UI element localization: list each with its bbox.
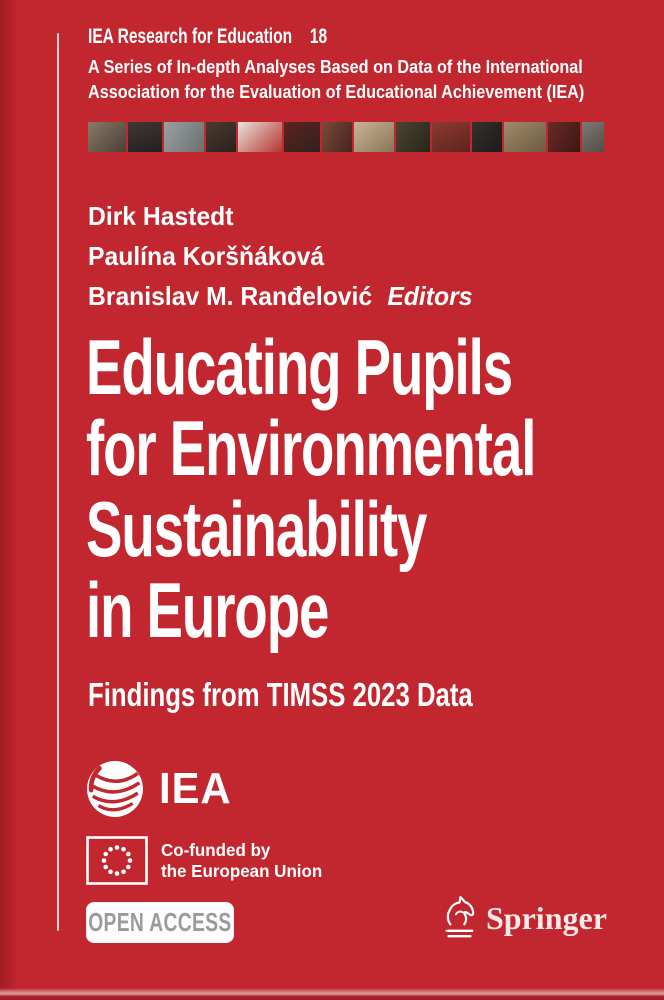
photo-tile <box>504 122 546 152</box>
photo-tile <box>548 122 580 152</box>
book-title-line: in Europe <box>86 566 329 654</box>
photo-tile <box>354 122 394 152</box>
book-title-line: for Environmental <box>86 404 536 492</box>
photo-tile <box>396 122 430 152</box>
chess-knight-icon <box>444 894 475 942</box>
series-title: IEA Research for Education <box>88 25 293 48</box>
editors-block <box>88 196 493 316</box>
editor-name-with-role <box>88 276 472 316</box>
spine-divider-line <box>57 33 59 931</box>
photo-tile <box>582 122 604 152</box>
photo-tile <box>322 122 352 152</box>
photo-tile <box>128 122 162 152</box>
photo-tile <box>88 122 126 152</box>
eu-funding-text: Co-funded by the European Union <box>161 840 323 881</box>
book-title-line: Sustainability <box>86 485 427 573</box>
open-access-label: OPEN ACCESS <box>88 907 232 937</box>
photo-tile <box>238 122 282 152</box>
eu-funding-logo <box>86 836 327 885</box>
globe-icon <box>86 760 144 818</box>
series-description <box>88 55 639 105</box>
editor-name: Branislav M. Ranđelović <box>88 281 373 311</box>
series-header <box>88 22 639 105</box>
photo-tile <box>432 122 470 152</box>
photo-tile <box>284 122 320 152</box>
book-title-line: Educating Pupils <box>86 323 513 411</box>
eu-flag-stars-icon <box>86 836 148 885</box>
iea-logo-text: IEA <box>159 764 232 813</box>
photo-tile <box>164 122 204 152</box>
cover-bottom-edge <box>0 986 664 1000</box>
photo-tile <box>206 122 236 152</box>
series-title-row <box>88 22 639 52</box>
editor-name: Dirk Hastedt <box>88 201 234 231</box>
series-volume-number: 18 <box>309 25 328 48</box>
springer-wordmark: Springer <box>486 900 607 936</box>
book-subtitle: Findings from TIMSS 2023 Data <box>88 676 473 713</box>
iea-logo <box>86 760 235 818</box>
editor-name: Paulína Koršňáková <box>88 241 325 271</box>
book-title <box>86 323 664 654</box>
springer-logo <box>444 894 607 942</box>
open-access-badge <box>86 902 234 943</box>
editors-role-label: Editors <box>387 281 473 311</box>
photo-strip <box>88 122 604 152</box>
photo-tile <box>472 122 502 152</box>
series-description-line1: A Series of In-depth Analyses Based on Data of the International <box>88 57 583 77</box>
series-description-line2: Association for the Evaluation of Educational Achievement (IEA) <box>88 82 585 102</box>
